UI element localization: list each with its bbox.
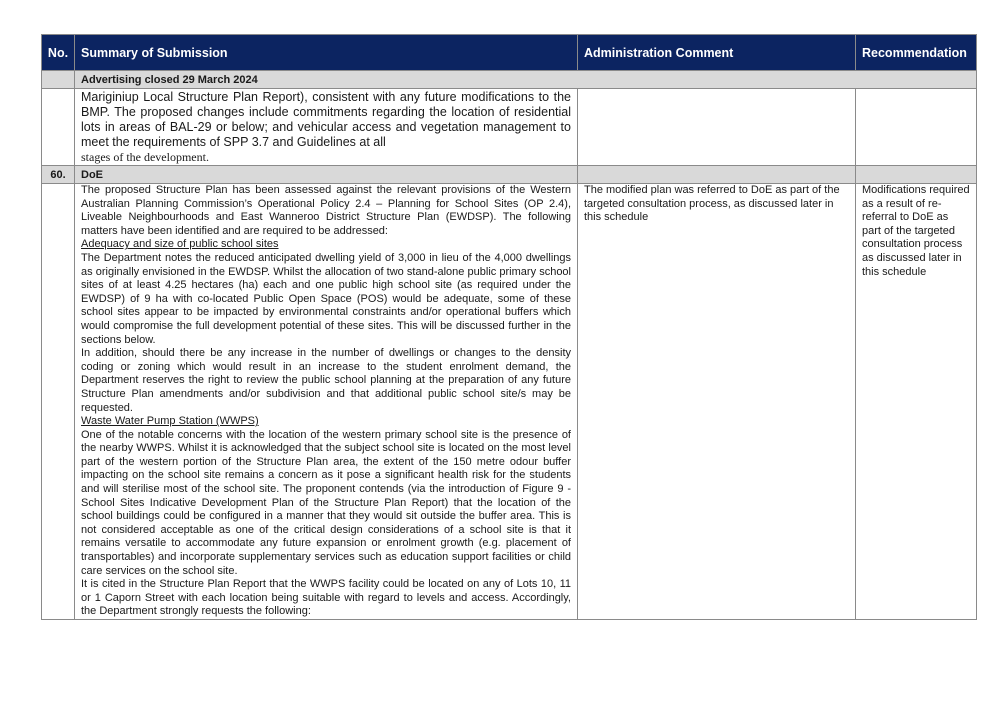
heading-wwps: Waste Water Pump Station (WWPS): [81, 415, 259, 428]
summary-paragraph: The Department notes the reduced anticipated dwelling yield of 3,000 in lieu of the 4,000 dwellings as originally envisioned in the EWDSP. Whilst the allocation of two stand-alone public primary school sites of at least 4.25 hectares (ha) each and one public high school site (as required under the EWDSP) of 9 ha with co-located Public Open Space (POS) would be adequate, some of these school sites appear to be impacted by environmental constraints and/or operational buffers which would compromise the full development potential of these sites. This will be discussed further in the sections below.: [81, 251, 571, 346]
section-60-no-cell: [42, 184, 75, 620]
section-60-admin-comment: The modified plan was referred to DoE as part of the targeted consultation process, as discussed later in this schedule: [578, 184, 856, 620]
heading-school-sites: Adequacy and size of public school sites: [81, 238, 279, 251]
section-60-recommendation: Modifications required as a result of re-referral to DoE as part of the targeted consultation process as discussed later in this schedule: [856, 184, 977, 620]
continued-summary-cell: [75, 89, 578, 166]
header-admin-comment: Administration Comment: [578, 35, 856, 71]
continued-no-cell: [42, 89, 75, 166]
table-header-row: [42, 35, 977, 71]
summary-paragraph: It is cited in the Structure Plan Report that the WWPS facility could be located on any of Lots 10, 11 or 1 Caporn Street with each location being suitable with regard to levels and access. Accordingly, the Department strongly requests the following:: [81, 578, 571, 618]
continued-summary-tail: stages of the development.: [81, 150, 209, 164]
header-summary: Summary of Submission: [75, 35, 578, 71]
continued-recommendation-cell: [856, 89, 977, 166]
section-60-number: 60.: [42, 166, 75, 184]
header-recommendation: Recommendation: [856, 35, 977, 71]
continued-submission-row: [42, 89, 977, 166]
section-60-summary-cell: [75, 184, 578, 620]
section-60-content-row: [42, 184, 977, 620]
section-60-name: DoE: [75, 166, 578, 184]
submissions-table: [41, 34, 977, 620]
section-60-header-admin-cell: [578, 166, 856, 184]
advertising-row: [42, 71, 977, 89]
summary-paragraph: The proposed Structure Plan has been assessed against the relevant provisions of the Western Australian Planning Commission’s Operational Policy 2.4 – Planning for School Sites (OP 2.4), Liveable Neighbourhoods and East Wanneroo District Structure Plan (EWDSP). The following matters have been identified and are required to be addressed:: [81, 184, 571, 237]
advertising-no-cell: [42, 71, 75, 89]
section-60-header-row: [42, 166, 977, 184]
summary-paragraph: In addition, should there be any increase in the number of dwellings or changes to the density coding or zoning which would result in an increase to the student enrolment demand, the Department reserves the right to review the public school planning at the preparation of any future Structure Plan amendments and/or subdivision and that additional public school site/s may be requested.: [81, 347, 571, 414]
advertising-closed-label: Advertising closed 29 March 2024: [75, 71, 977, 89]
continued-summary-text: Mariginiup Local Structure Plan Report), consistent with any future modifications to the BMP. The proposed changes include commitments regarding the location of residential lots in areas of BAL-29 or below; and vehicular access and vegetation management to meet the requirements of SPP 3.7 and Guidelines at all: [81, 90, 571, 149]
header-no: No.: [42, 35, 75, 71]
summary-paragraph: One of the notable concerns with the location of the western primary school site is the presence of the nearby WWPS. Whilst it is acknowledged that the subject school site is located on the most level part of the western portion of the Structure Plan area, the extent of the 150 metre odour buffer impacting on the school site remains a concern as it pose a significant health risk for the students and will sterilise most of the school site. The proponent contends (via the introduction of Figure 9 - School Sites Indicative Development Plan of the Structure Plan Report) that the location of the school buildings could be configured in a manner that they would sit outside the buffer area. This is not considered acceptable as one of the critical design considerations of a school site is that it remains versatile to accommodate any future expansion or enrolment growth (e.g. placement of transportables) and incorporate supplementary services such as education support facilities or child care services on the school site.: [81, 428, 571, 577]
section-60-header-recommendation-cell: [856, 166, 977, 184]
continued-admin-cell: [578, 89, 856, 166]
